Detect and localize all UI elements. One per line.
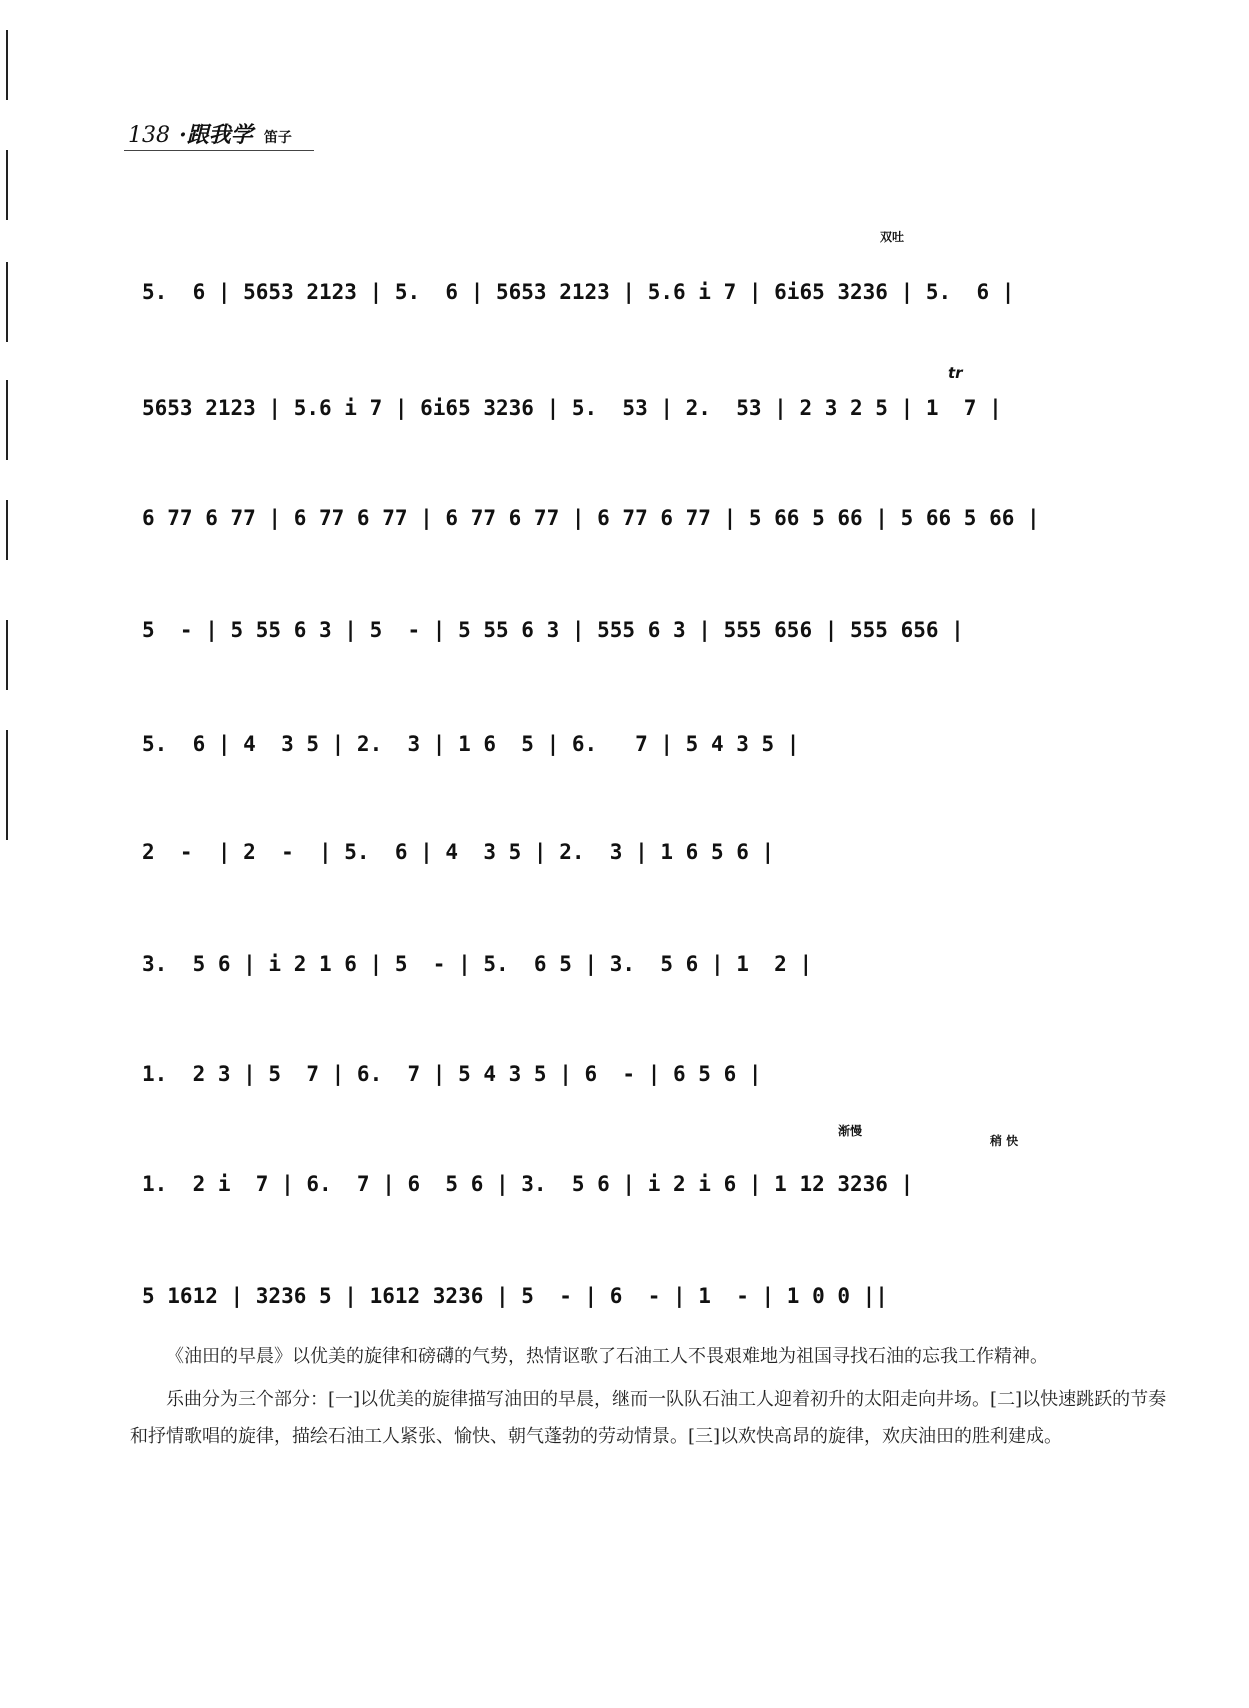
score-line-2: 5653 2123 | 5.6 i 7 | 6i65 3236 | 5. 53 | 2. 53 | 2 3 2 5 | 1 7 | xyxy=(142,396,1002,420)
score-line-5: 5. 6 | 4 3 5 | 2. 3 | 1 6 5 | 6. 7 | 5 4 3 5 | xyxy=(142,732,800,756)
description-paragraph: 乐曲分为三个部分：[一]以优美的旋律描写油田的早晨，继而一队队石油工人迎着初升的太阳走向井场。[二]以快速跳跃的节奏和抒情歌唱的旋律，描绘石油工人紧张、愉快、朝气蓬勃的劳动情景。[三]以欢快高昂的旋律，欢庆油田的胜利建成。 xyxy=(130,1389,1167,1447)
score-line-3: 6 77 6 77 | 6 77 6 77 | 6 77 6 77 | 6 77 6 77 | 5 66 5 66 | 5 66 5 66 | xyxy=(142,506,1040,530)
score-line-1: 5. 6 | 5653 2123 | 5. 6 | 5653 2123 | 5.6 i 7 | 6i65 3236 | 5. 6 | xyxy=(142,280,1015,304)
trill-mark: tr xyxy=(948,364,963,382)
page-edge-mark xyxy=(6,150,8,220)
header-rule xyxy=(124,150,314,151)
page-edge-mark xyxy=(6,730,8,840)
score-line-9: 1. 2 i 7 | 6. 7 | 6 5 6 | 3. 5 6 | i 2 i 6 | 1 12 3236 | xyxy=(142,1172,914,1196)
score-line-4: 5 - | 5 55 6 3 | 5 - | 5 55 6 3 | 555 6 3 | 555 656 | 555 656 | xyxy=(142,618,964,642)
series-title: ·跟我学 xyxy=(179,122,253,148)
page-number: 138 xyxy=(128,123,170,148)
description-paragraph: 《油田的早晨》以优美的旋律和磅礴的气势，热情讴歌了石油工人不畏艰难地为祖国寻找石油的忘我工作精神。 xyxy=(166,1346,1048,1367)
piece-description xyxy=(130,1338,1170,1455)
double-tongue-mark: 双吐 xyxy=(880,230,905,244)
page-edge-mark xyxy=(6,30,8,100)
page-header xyxy=(128,118,292,149)
gradually-slow-mark: 渐慢 xyxy=(838,1124,863,1138)
score-line-8: 1. 2 3 | 5 7 | 6. 7 | 5 4 3 5 | 6 - | 6 5 6 | xyxy=(142,1062,762,1086)
page-edge-mark xyxy=(6,262,8,342)
page-edge-mark xyxy=(6,380,8,460)
page-edge-mark xyxy=(6,620,8,690)
score-line-7: 3. 5 6 | i 2 1 6 | 5 - | 5. 6 5 | 3. 5 6 | 1 2 | xyxy=(142,952,813,976)
instrument-label: 笛子 xyxy=(263,130,292,146)
score-line-10: 5 1612 | 3236 5 | 1612 3236 | 5 - | 6 - | 1 - | 1 0 0 || xyxy=(142,1284,888,1308)
slightly-fast-mark: 稍 快 xyxy=(990,1134,1019,1148)
score-line-6: 2 - | 2 - | 5. 6 | 4 3 5 | 2. 3 | 1 6 5 6 | xyxy=(142,840,775,864)
page-edge-mark xyxy=(6,500,8,560)
